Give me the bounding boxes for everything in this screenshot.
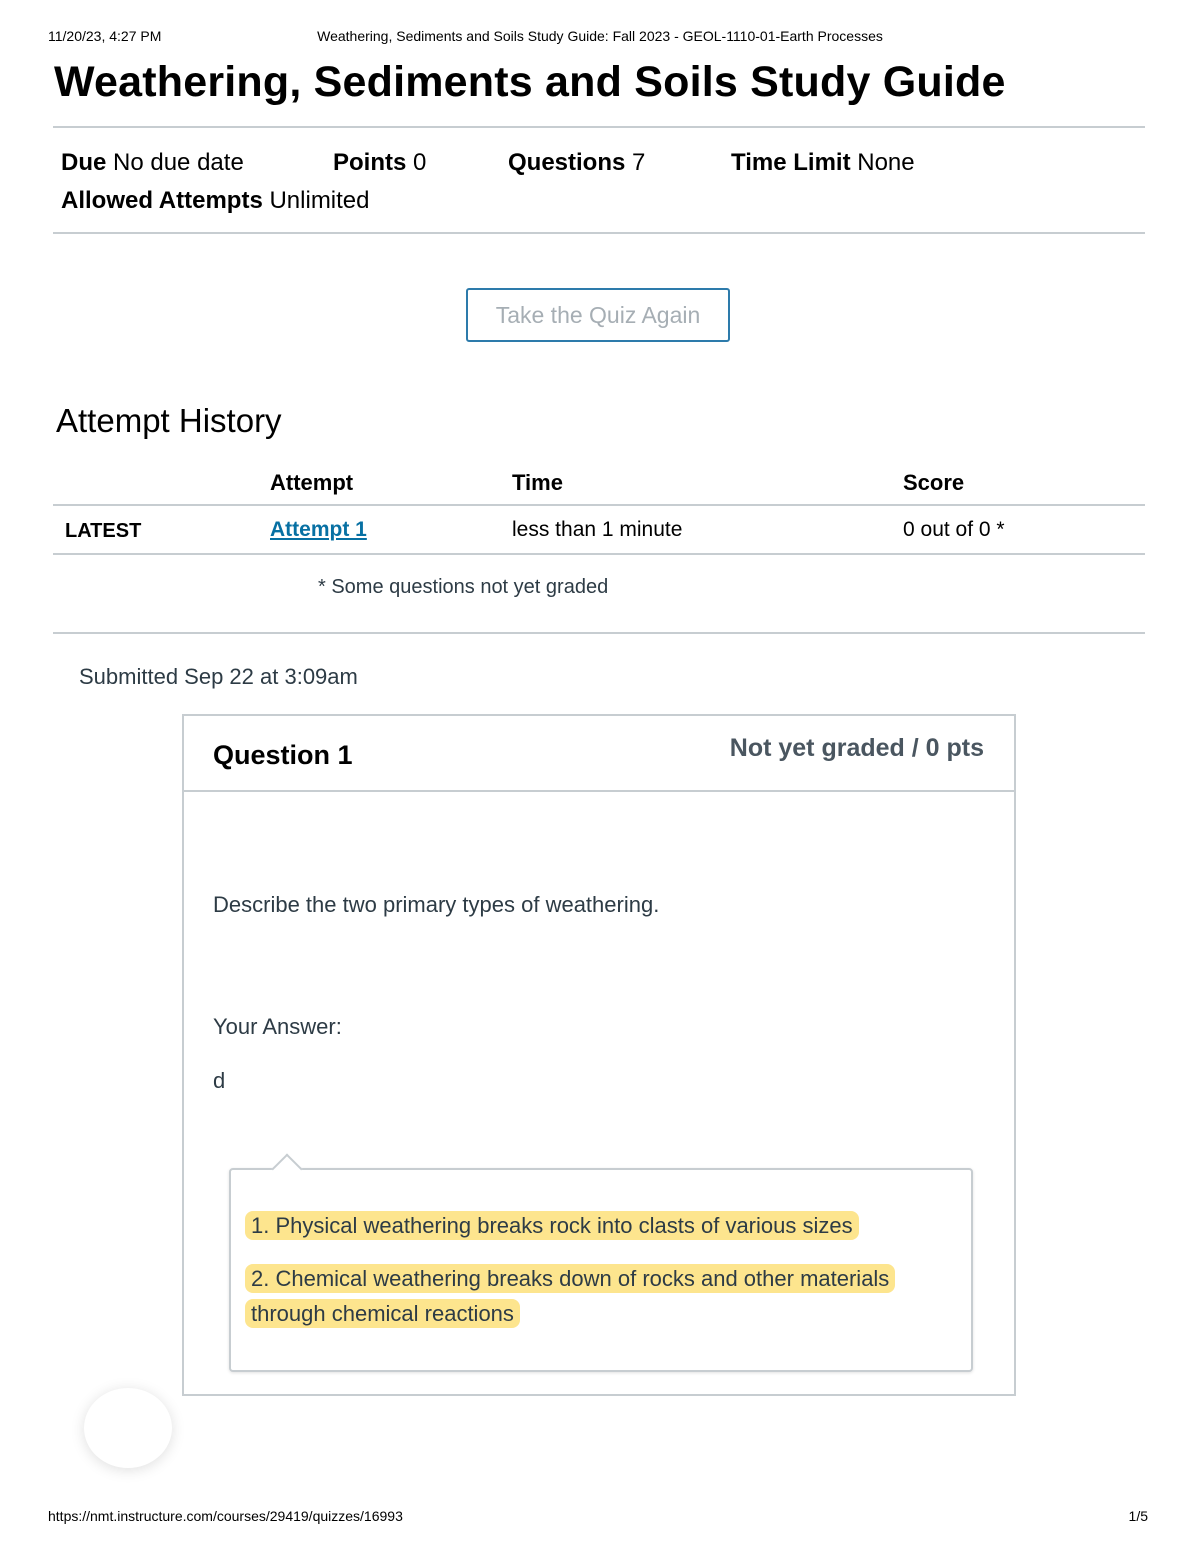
attempt-1-link[interactable]: Attempt 1	[270, 518, 367, 541]
attempt-time: less than 1 minute	[512, 518, 683, 541]
latest-tag: LATEST	[65, 520, 142, 542]
question-text: Describe the two primary types of weathering.	[213, 892, 660, 917]
column-header-score: Score	[903, 470, 965, 495]
table-header-divider	[53, 504, 1145, 506]
due-label: Due	[61, 149, 107, 176]
comment-lines	[245, 1208, 945, 1331]
comment-line	[245, 1208, 945, 1243]
submitted-timestamp: Submitted Sep 22 at 3:09am	[79, 664, 358, 689]
floating-action-button[interactable]	[84, 1388, 172, 1468]
points-label: Points	[333, 149, 407, 176]
comment-line-1: 1. Physical weathering breaks rock into clasts of various sizes	[245, 1211, 859, 1240]
points-detail	[333, 144, 426, 182]
question-header	[184, 716, 1014, 792]
print-page-number: 1/5	[1128, 1508, 1148, 1524]
details-divider	[53, 232, 1145, 234]
print-header	[48, 28, 1152, 48]
take-quiz-again-button[interactable]: Take the Quiz Again	[466, 288, 730, 342]
history-divider	[53, 632, 1145, 634]
print-footer	[48, 1508, 1152, 1528]
page-title: Weathering, Sediments and Soils Study Guide	[54, 58, 1006, 106]
allowed-attempts-value: Unlimited	[269, 187, 370, 214]
answer-value: d	[213, 1068, 226, 1093]
allowed-attempts-detail	[61, 182, 370, 220]
time-limit-label: Time Limit	[731, 149, 851, 176]
points-value: 0	[413, 149, 427, 176]
questions-label: Questions	[508, 149, 626, 176]
answer-comment-box	[229, 1168, 973, 1372]
time-limit-detail	[731, 144, 915, 182]
attempt-score: 0 out of 0 *	[903, 518, 1005, 541]
allowed-attempts-label: Allowed Attempts	[61, 187, 263, 214]
comment-line	[245, 1261, 945, 1331]
question-card	[182, 714, 1016, 1396]
due-detail	[61, 144, 244, 182]
due-value: No due date	[113, 149, 244, 176]
question-title: Question 1	[213, 740, 353, 770]
column-header-time: Time	[512, 470, 563, 495]
print-date: 11/20/23, 4:27 PM	[48, 28, 162, 44]
attempt-history-title: Attempt History	[56, 402, 282, 439]
column-header-attempt: Attempt	[270, 470, 354, 495]
time-limit-value: None	[857, 149, 915, 176]
answer-label: Your Answer:	[213, 1014, 342, 1039]
questions-detail	[508, 144, 645, 182]
comment-line-2: 2. Chemical weathering breaks down of rocks and other materials through chemical reactions	[245, 1264, 895, 1328]
question-points: Not yet graded / 0 pts	[729, 734, 984, 762]
comment-pointer	[271, 1153, 302, 1184]
title-divider	[53, 126, 1145, 128]
print-url: https://nmt.instructure.com/courses/29419/quizzes/16993	[48, 1508, 403, 1524]
table-row-divider	[53, 553, 1145, 555]
print-doc-title: Weathering, Sediments and Soils Study Guide: Fall 2023 - GEOL-1110-01-Earth Processes	[317, 28, 883, 44]
ungraded-note: * Some questions not yet graded	[318, 576, 609, 598]
questions-value: 7	[632, 149, 646, 176]
